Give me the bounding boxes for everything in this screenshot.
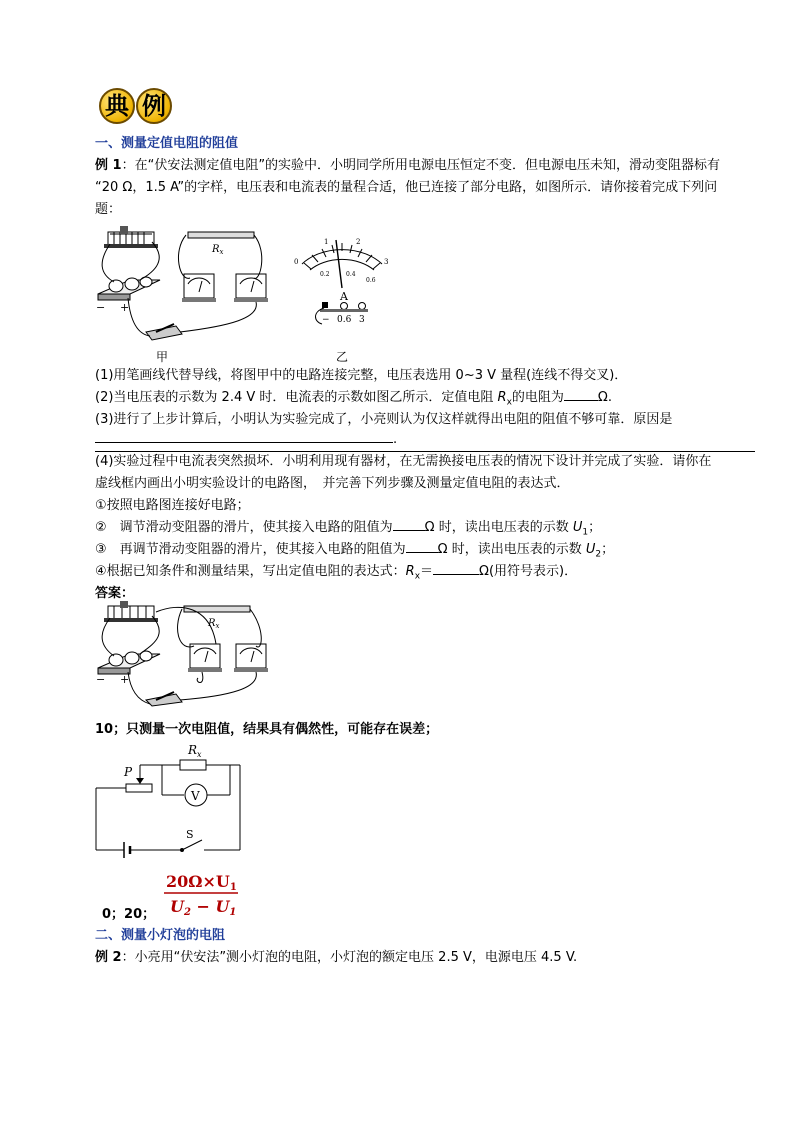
terminal-minus-label: − — [322, 315, 330, 325]
svg-text:+: + — [120, 673, 130, 686]
ammeter-a-label: A — [340, 290, 348, 303]
svg-text:−: − — [96, 673, 106, 686]
example1-intro1: ：在“伏安法测定值电阻”的实验中．小明同学所用电源电压恒定不变．但电源电压未知，滑动变阻器标有 — [121, 158, 721, 173]
formula-numerator: 20Ω×U1 — [166, 872, 237, 893]
answer-label: 答案： — [95, 586, 135, 601]
example1-line3: 题： — [95, 202, 122, 217]
section1-title: 一、测量定值电阻的阻值 — [95, 136, 239, 151]
example1-line1 — [95, 156, 720, 176]
scale-2: 2 — [356, 238, 361, 246]
scale-0.6: 0.6 — [366, 277, 376, 284]
switch — [146, 324, 182, 340]
terminal-3 — [359, 303, 366, 310]
question-3-blank-line: . — [95, 430, 397, 450]
answer-blank-rx[interactable] — [564, 388, 598, 401]
answer-blank-reason[interactable] — [95, 430, 393, 443]
battery-box — [98, 277, 160, 300]
question-2: (2)当电压表的示数为 2.4 V 时．电流表的示数如图乙所示．定值电阻 $R_x$的电阻为 Ω. — [95, 390, 612, 408]
answer-line-2: 0；20； — [102, 907, 156, 922]
answer-blank-step3[interactable] — [406, 540, 438, 553]
switch-symbol — [182, 840, 202, 850]
ammeter-pointer — [336, 240, 342, 288]
header-badge-dian: 典 — [99, 88, 135, 124]
meter-right — [234, 274, 268, 302]
figure-yi-label: 乙 — [336, 350, 349, 364]
formula-denominator: U2 − U1 — [170, 897, 237, 918]
voltmeter-label: V — [191, 789, 200, 803]
example1-label: 例 1 — [95, 158, 122, 173]
figure-jia-yi — [90, 222, 420, 364]
rheostat-symbol — [126, 784, 152, 792]
terminal-minus — [322, 302, 328, 308]
header-badge-li: 例 — [136, 88, 172, 124]
step-3: ③ 再调节滑动变阻器的滑片，使其接入电路的阻值为 Ω 时，读出电压表的示数 $U_2$； — [95, 542, 615, 560]
example2-line: 例 2：小亮用“伏安法”测小灯泡的电阻，小灯泡的额定电压 2.5 V，电源电压 4.5 V. — [95, 950, 578, 965]
question-4-line1: (4)实验过程中电流表突然损坏．小明利用现有器材，在无需换接电压表的情况下设计并完成了实验．请你在 — [95, 454, 712, 469]
terminal-06-label: 0.6 — [337, 315, 352, 325]
scale-0.2: 0.2 — [320, 271, 330, 278]
step-2: ② 调节滑动变阻器的滑片，使其接入电路的阻值为 Ω 时，读出电压表的示数 $U_1$； — [95, 520, 602, 538]
figure-jia-label: 甲 — [156, 350, 169, 364]
answer-blank-step2[interactable] — [393, 518, 425, 531]
scale-1: 1 — [324, 238, 329, 246]
scale-0.4: 0.4 — [346, 271, 356, 278]
section2-title: 二、测量小灯泡的电阻 — [95, 928, 226, 943]
battery-minus: − — [96, 301, 106, 314]
answer-figure — [90, 600, 270, 708]
circuit-rx-label: $R_x$ — [188, 743, 202, 759]
resistor-rx — [188, 232, 254, 238]
battery-plus: + — [120, 301, 130, 314]
terminal-3-label: 3 — [359, 315, 365, 325]
slider-p-label: P — [124, 765, 133, 779]
step-1: ①按照电路图连接好电路； — [95, 498, 250, 513]
circuit-diagram — [90, 740, 250, 865]
scale-0: 0 — [294, 258, 299, 266]
example1-line2: “20 Ω，1.5 A”的字样，电压表和电流表的量程合适，他已连接了部分电路，如图所示．请你接着完成下列问 — [95, 180, 718, 195]
question-3: (3)进行了上步计算后，小明认为实验完成了，小亮则认为仅这样就得出电阻的阻值不够可靠．原因是 — [95, 412, 673, 427]
scale-3: 3 — [384, 258, 389, 266]
rx-formula — [158, 868, 248, 920]
answer-blank-step4[interactable] — [433, 562, 479, 575]
step-4: ④根据已知条件和测量结果，写出定值电阻的表达式：$R_x= \Omega$(用符号表示)． — [95, 564, 578, 582]
circuit-resistor — [180, 760, 206, 770]
resistor-rx-label: $R_x$ — [212, 244, 224, 256]
question-1: (1)用笔画线代替导线，将图甲中的电路连接完整，电压表选用 0~3 V 量程(连线不得交叉)． — [95, 368, 628, 383]
switch-label: S — [186, 828, 194, 841]
terminal-06 — [341, 303, 348, 310]
question-4-line2: 虚线框内画出小明实验设计的电路图， 并完善下列步骤及测量定值电阻的表达式． — [95, 476, 570, 491]
rheostat — [104, 226, 158, 248]
answer-line-1: 10；只测量一次电阻值，结果具有偶然性，可能存在误差； — [95, 722, 439, 737]
svg-text:Rx: $R_x$ — [208, 618, 220, 630]
